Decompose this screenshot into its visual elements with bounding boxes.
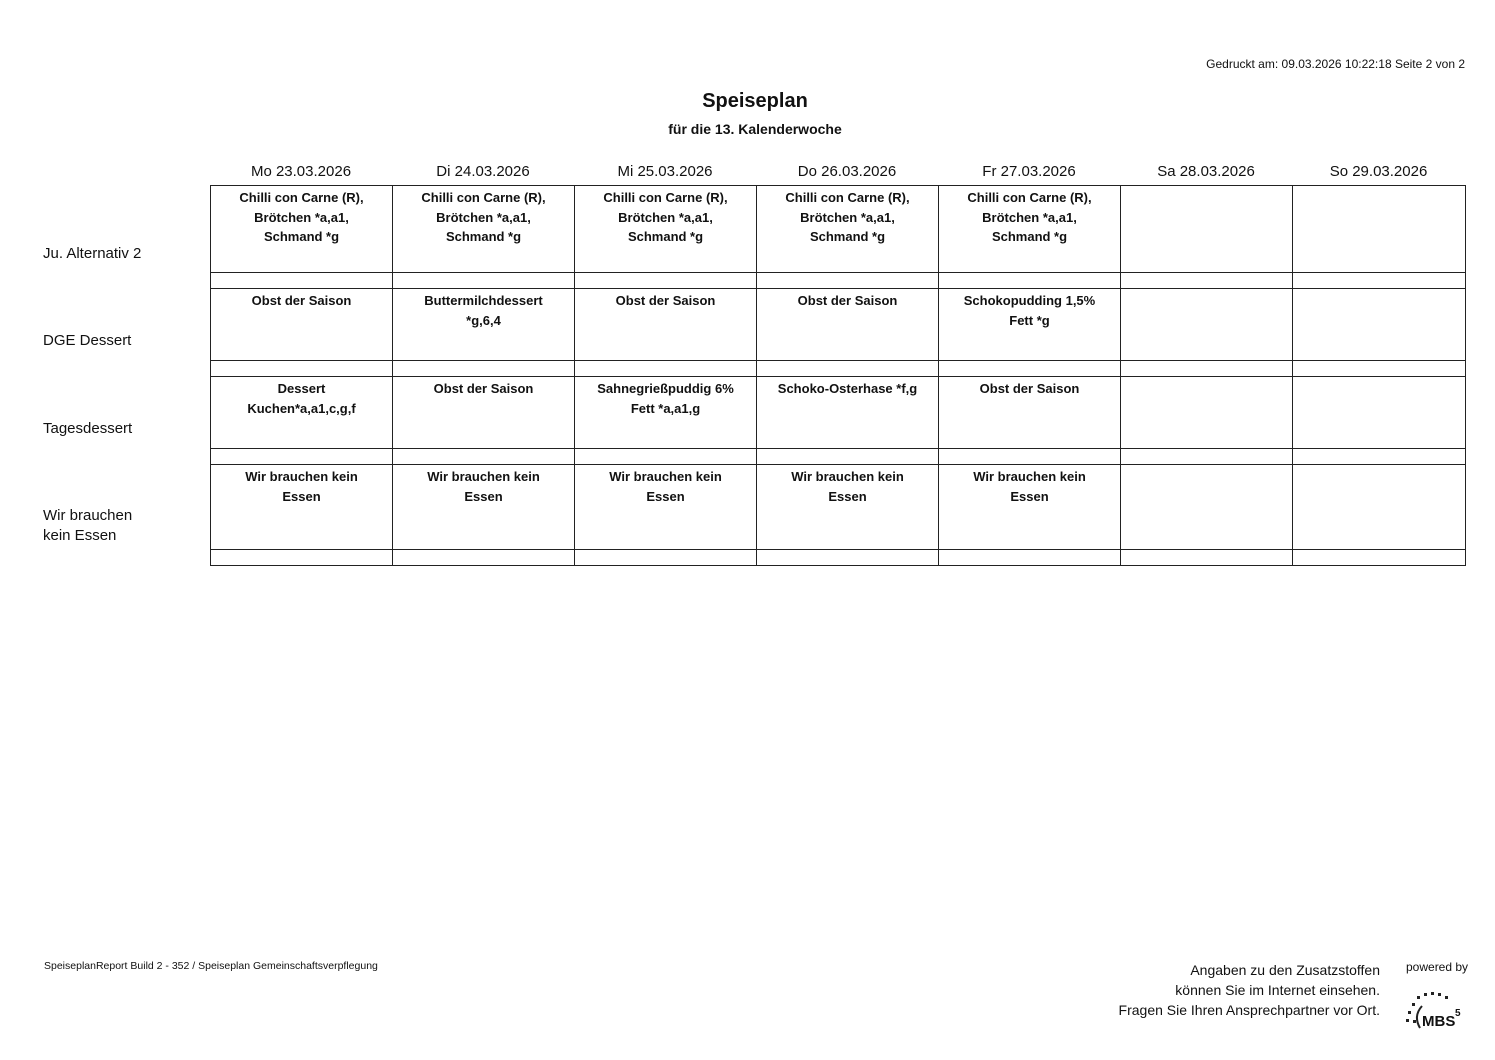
menu-cell [1293,186,1466,273]
menu-cell [393,186,575,273]
menu-item: Schoko-Osterhase *f,g [777,381,918,396]
mbs-logo [1403,990,1473,1032]
day-header: Mi 25.03.2026 [617,163,713,180]
day-header: Mo 23.03.2026 [250,163,352,180]
additives-note-line: Fragen Sie Ihren Ansprechpartner vor Ort. [1118,1002,1380,1018]
menu-cell [757,186,939,273]
report-build-info: SpeiseplanReport Build 2 - 352 / Speiseplan Gemeinschaftsverpflegung [44,960,378,972]
menu-cell [211,377,393,449]
menu-cell [939,186,1121,273]
menu-cell [757,377,939,449]
menu-item: Wir brauchen kein Essen [245,469,358,504]
menu-item: Obst der Saison [615,293,716,308]
menu-cell [575,465,757,550]
menu-cell [1121,186,1293,273]
menu-item: Chilli con Carne (R), Brötchen *a,a1, Schmand *g [785,190,910,244]
menu-table [210,185,1466,566]
menu-cell [211,186,393,273]
menu-item: Wir brauchen kein Essen [427,469,540,504]
menu-cell [393,377,575,449]
menu-cell [575,377,757,449]
day-header: Di 24.03.2026 [436,163,530,180]
row-label-alternativ: Ju. Alternativ 2 [43,245,142,262]
day-header: Fr 27.03.2026 [982,163,1076,180]
menu-cell [211,465,393,550]
spacer-row [211,273,1466,289]
menu-row [211,186,1466,273]
day-header: Sa 28.03.2026 [1157,163,1255,180]
menu-cell [393,289,575,361]
row-label-tagesdessert: Tagesdessert [43,420,133,437]
row-label-dge-dessert: DGE Dessert [43,332,132,349]
menu-cell [1121,289,1293,361]
spacer-row [211,550,1466,566]
additives-note-line: Angaben zu den Zusatzstoffen [1190,962,1380,978]
menu-item: Dessert Kuchen*a,a1,c,g,f [247,381,356,416]
menu-cell [575,289,757,361]
menu-item: Chilli con Carne (R), Brötchen *a,a1, Schmand *g [239,190,364,244]
menu-cell [1293,289,1466,361]
menu-item: Chilli con Carne (R), Brötchen *a,a1, Schmand *g [603,190,728,244]
menu-row [211,465,1466,550]
day-header: So 29.03.2026 [1329,163,1428,180]
menu-item: Wir brauchen kein Essen [609,469,722,504]
menu-item: Chilli con Carne (R), Brötchen *a,a1, Schmand *g [967,190,1092,244]
menu-item: Obst der Saison [797,293,898,308]
menu-item: Obst der Saison [433,381,534,396]
print-timestamp: Gedruckt am: 09.03.2026 10:22:18 Seite 2 von 2 [1206,57,1465,71]
logo-text: MBS [1422,1013,1456,1030]
menu-row [211,289,1466,361]
menu-cell [757,289,939,361]
menu-item: Wir brauchen kein Essen [973,469,1086,504]
page-title: Speiseplan [702,90,808,112]
day-header-row [210,163,1465,180]
menu-cell [1293,465,1466,550]
menu-cell [1121,377,1293,449]
menu-cell [939,465,1121,550]
row-label-kein-essen: Wir brauchen kein Essen [43,507,133,544]
menu-item: Obst der Saison [979,381,1080,396]
menu-cell [757,465,939,550]
spacer-row [211,449,1466,465]
menu-row [211,377,1466,449]
menu-item: Wir brauchen kein Essen [791,469,904,504]
day-header: Do 26.03.2026 [797,163,897,180]
menu-cell [393,465,575,550]
menu-item: Sahnegrießpuddig 6% Fett *a,a1,g [597,381,734,416]
menu-cell [939,377,1121,449]
menu-item: Chilli con Carne (R), Brötchen *a,a1, Schmand *g [421,190,546,244]
page-subtitle: für die 13. Kalenderwoche [668,121,842,137]
menu-cell [575,186,757,273]
logo-superscript: 5 [1455,1008,1461,1019]
menu-item: Buttermilchdessert *g,6,4 [424,293,543,328]
menu-item: Schokopudding 1,5% Fett *g [963,293,1096,328]
additives-note [1090,960,1380,1020]
menu-cell [1293,377,1466,449]
menu-cell [1121,465,1293,550]
menu-cell [939,289,1121,361]
menu-item: Obst der Saison [251,293,352,308]
spacer-row [211,361,1466,377]
menu-cell [211,289,393,361]
additives-note-line: können Sie im Internet einsehen. [1175,982,1380,998]
powered-by-label: powered by [1406,960,1469,974]
